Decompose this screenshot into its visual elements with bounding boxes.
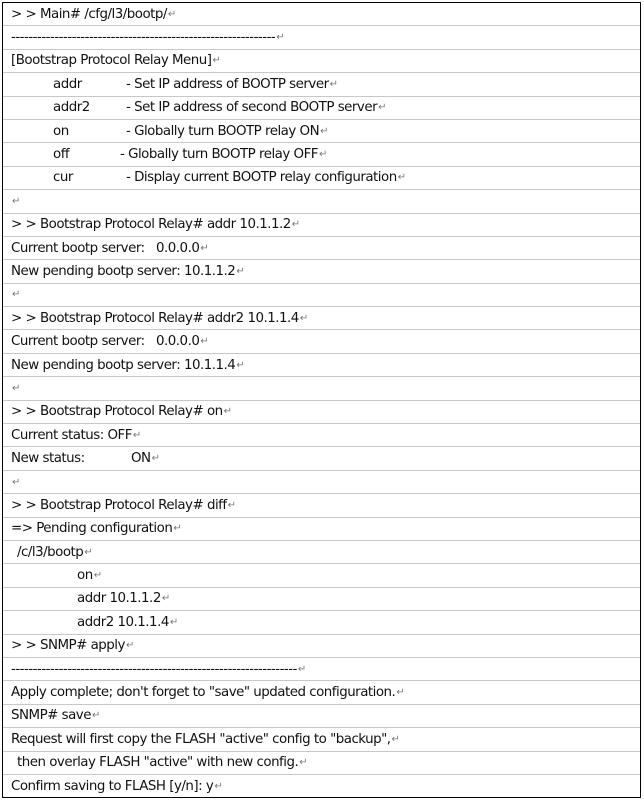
line-confirm-save bbox=[3, 775, 640, 798]
line-text: > > Main# /cfg/l3/bootp/ bbox=[11, 6, 167, 22]
line-text: addr2 10.1.1.4 bbox=[77, 614, 169, 630]
line-pending-server bbox=[3, 354, 640, 377]
line-text: > > SNMP# apply bbox=[11, 638, 125, 654]
line-save-overlay bbox=[3, 752, 640, 775]
paragraph-mark: ↵ bbox=[297, 663, 307, 675]
line-text: Confirm saving to FLASH [y/n]: y bbox=[11, 779, 214, 795]
line-prompt-diff bbox=[3, 494, 640, 517]
line-text: Current status: OFF bbox=[11, 427, 132, 443]
paragraph-mark: ↵ bbox=[214, 781, 223, 793]
paragraph-mark: ↵ bbox=[169, 616, 179, 628]
paragraph-mark: ↵ bbox=[93, 570, 103, 582]
line-value: 0.0.0.0 bbox=[156, 334, 200, 350]
menu-item-off bbox=[3, 143, 640, 166]
line-main-prompt bbox=[3, 3, 640, 26]
paragraph-mark: ↵ bbox=[396, 687, 405, 699]
line-current-server bbox=[3, 330, 640, 353]
menu-description: - Set IP address of BOOTP server bbox=[126, 76, 329, 92]
paragraph-mark: ↵ bbox=[236, 359, 245, 371]
line-prompt-apply bbox=[3, 635, 640, 658]
menu-item-on bbox=[3, 120, 640, 143]
line-text: then overlay FLASH "active" with new config. bbox=[17, 755, 299, 771]
line-config-addr2 bbox=[3, 611, 640, 634]
paragraph-mark: ↵ bbox=[291, 219, 301, 231]
menu-command: on bbox=[53, 123, 69, 139]
line-text: /c/l3/bootp bbox=[17, 544, 84, 560]
cli-transcript bbox=[2, 2, 641, 798]
paragraph-mark: ↵ bbox=[151, 453, 160, 465]
line-save-request bbox=[3, 728, 640, 751]
line-pending-config bbox=[3, 518, 640, 541]
line-prompt-save bbox=[3, 705, 640, 728]
paragraph-mark: ↵ bbox=[12, 289, 21, 301]
paragraph-mark: ↵ bbox=[173, 523, 182, 535]
line-text: ------------------------------------------------------------------ bbox=[11, 661, 297, 677]
line-text: > > Bootstrap Protocol Relay# addr 10.1.1.2 bbox=[11, 217, 291, 233]
line-text: Request will first copy the FLASH "active" config to "backup", bbox=[11, 731, 391, 747]
line-blank bbox=[3, 190, 640, 213]
line-config-path bbox=[3, 541, 640, 564]
line-text: New pending bootp server: 10.1.1.4 bbox=[11, 357, 236, 373]
paragraph-mark: ↵ bbox=[161, 593, 171, 605]
paragraph-mark: ↵ bbox=[12, 382, 21, 394]
line-config-addr bbox=[3, 588, 640, 611]
paragraph-mark: ↵ bbox=[12, 195, 21, 207]
line-prompt-on bbox=[3, 401, 640, 424]
paragraph-mark: ↵ bbox=[91, 710, 101, 722]
paragraph-mark: ↵ bbox=[212, 55, 221, 67]
line-menu-title bbox=[3, 50, 640, 73]
line-text: addr 10.1.1.2 bbox=[77, 591, 161, 607]
line-label: Current bootp server: bbox=[11, 240, 145, 256]
menu-command: off bbox=[53, 147, 70, 163]
line-text: => Pending configuration bbox=[11, 521, 173, 537]
paragraph-mark: ↵ bbox=[167, 8, 177, 20]
line-label: New status: bbox=[11, 451, 85, 467]
menu-description: - Globally turn BOOTP relay OFF bbox=[120, 147, 318, 163]
menu-item-cur bbox=[3, 167, 640, 190]
line-separator bbox=[3, 26, 640, 49]
line-prompt-addr bbox=[3, 214, 640, 237]
line-text: > > Bootstrap Protocol Relay# on bbox=[11, 404, 223, 420]
menu-description: - Display current BOOTP relay configuration bbox=[126, 170, 397, 186]
paragraph-mark: ↵ bbox=[227, 499, 236, 511]
line-current-server bbox=[3, 237, 640, 260]
paragraph-mark: ↵ bbox=[125, 640, 135, 652]
line-value: ON bbox=[131, 451, 151, 467]
menu-command: addr2 bbox=[53, 100, 90, 116]
line-blank bbox=[3, 377, 640, 400]
line-text: Apply complete; don't forget to "save" updated configuration. bbox=[11, 685, 396, 701]
line-text: > > Bootstrap Protocol Relay# diff bbox=[11, 497, 227, 513]
paragraph-mark: ↵ bbox=[299, 312, 309, 324]
paragraph-mark: ↵ bbox=[200, 336, 209, 348]
paragraph-mark: ↵ bbox=[200, 242, 209, 254]
menu-item-addr2 bbox=[3, 97, 640, 120]
line-separator bbox=[3, 658, 640, 681]
line-pending-server bbox=[3, 260, 640, 283]
menu-command: cur bbox=[53, 170, 73, 186]
line-apply-complete bbox=[3, 681, 640, 704]
menu-description: - Globally turn BOOTP relay ON bbox=[126, 123, 320, 139]
line-text: on bbox=[77, 568, 93, 584]
line-blank bbox=[3, 284, 640, 307]
menu-command: addr bbox=[53, 76, 82, 92]
paragraph-mark: ↵ bbox=[12, 476, 21, 488]
line-text: SNMP# save bbox=[11, 708, 91, 724]
paragraph-mark: ↵ bbox=[319, 149, 328, 161]
line-text: > > Bootstrap Protocol Relay# addr2 10.1.1.4 bbox=[11, 310, 299, 326]
line-prompt-addr2 bbox=[3, 307, 640, 330]
line-new-status bbox=[3, 447, 640, 470]
menu-description: - Set IP address of second BOOTP server bbox=[126, 100, 378, 116]
paragraph-mark: ↵ bbox=[299, 757, 308, 769]
paragraph-mark: ↵ bbox=[236, 266, 245, 277]
line-label: Current bootp server: bbox=[11, 334, 145, 350]
paragraph-mark: ↵ bbox=[391, 733, 400, 745]
line-current-status bbox=[3, 424, 640, 447]
paragraph-mark: ↵ bbox=[320, 125, 329, 137]
paragraph-mark: ↵ bbox=[329, 78, 338, 90]
line-config-on bbox=[3, 564, 640, 587]
paragraph-mark: ↵ bbox=[276, 32, 285, 44]
line-text: [Bootstrap Protocol Relay Menu] bbox=[11, 53, 212, 69]
line-text: ------------------------------------------------------------- bbox=[11, 30, 276, 46]
paragraph-mark: ↵ bbox=[84, 546, 93, 558]
menu-item-addr bbox=[3, 73, 640, 96]
line-text: New pending bootp server: 10.1.1.2 bbox=[11, 264, 236, 279]
paragraph-mark: ↵ bbox=[397, 172, 407, 184]
line-value: 0.0.0.0 bbox=[156, 240, 200, 256]
paragraph-mark: ↵ bbox=[132, 429, 142, 441]
paragraph-mark: ↵ bbox=[378, 102, 387, 114]
paragraph-mark: ↵ bbox=[223, 406, 233, 418]
line-blank bbox=[3, 471, 640, 494]
